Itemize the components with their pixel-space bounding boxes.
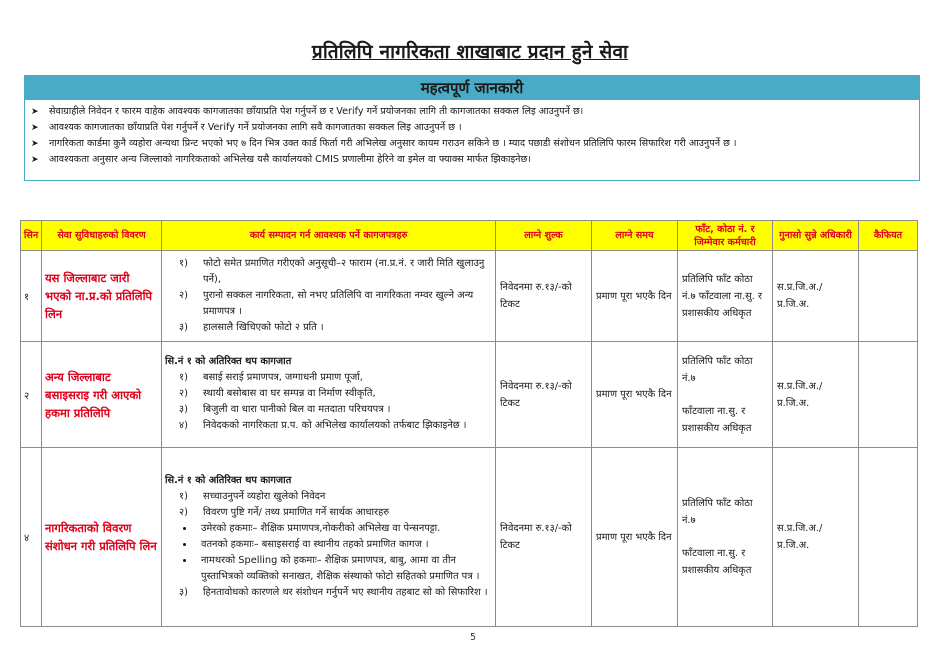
header-fee: लाग्ने शुल्क: [496, 221, 592, 251]
arrow-bullet-icon: ➤: [31, 139, 39, 149]
documents-list: [165, 256, 492, 336]
row-grievance-officer: स.प्र.जि.अ./प्र.जि.अ.: [773, 342, 859, 448]
documents-list: [165, 585, 492, 601]
header-documents: कार्य सम्पादन गर्न आवश्यक पर्ने कागजपत्रहरु: [162, 221, 496, 251]
important-info-box: [24, 75, 920, 181]
evidence-bullet-item: • नामथरको Spelling को हकमाः– शैक्षिक प्रमाणपत्र, बाबु, आमा वा तीन पुस्ताभित्रको व्यक्तिको सनाखत, शैक्षिक संस्थाको फोटो सहितको प्रमाणित पत्र ।: [195, 553, 492, 585]
row-desk: प्रतिलिपि फाँट कोठा नं.७ फाँटवाला ना.सु. र प्रशासकीय अधिकृत: [678, 251, 773, 342]
documents-list: [165, 489, 492, 521]
row-desk: प्रतिलिपि फाँट कोठा नं.७ फाँटवाला ना.सु. र प्रशासकीय अधिकृत: [678, 448, 773, 627]
document-item: १) फोटो समेत प्रमाणित गरीएको अनुसूची–२ फाराम (ना.प्र.नं. र जारी मिति खुलाउनु पर्ने),: [179, 257, 485, 285]
row-documents: [162, 342, 496, 448]
page-number: 5: [470, 632, 477, 643]
header-sn: सिन: [21, 221, 42, 251]
row-time: प्रमाण पूरा भएकै दिन: [592, 448, 678, 627]
row-sn: ४: [21, 448, 42, 627]
row-remarks: [859, 251, 918, 342]
document-item: १) बसाई सराई प्रमाणपत्र, जग्गाधनी प्रमाण पूर्जा,: [179, 372, 363, 383]
row-documents: [162, 251, 496, 342]
info-item: ➤ आवश्यक कागजातका छाँयाप्रति पेश गर्नुपर्ने र Verify गर्ने प्रयोजनका लागि सवै कागजातका सक्कल लिइ आउनुपर्ने छ ।: [31, 120, 919, 136]
info-item: ➤ सेवाग्राहीले निवेदन र फारम वाहेक आवश्यक कागजातका छाँयाप्रति पेश गर्नुपर्ने छ र Verify गर्ने प्रयोजनका लागि ती कागजातका सक्कल लिइ आउनुपर्ने छ।: [31, 104, 919, 120]
row-sn: २: [21, 342, 42, 448]
documents-subheading: सि.नं १ को अतिरिक्त थप कागजात: [165, 356, 292, 367]
row-sn: १: [21, 251, 42, 342]
info-item: ➤ नागरिकता कार्डमा कुनै व्यहोरा अन्यथा प्रिन्ट भएको भए ७ दिन भित्र उक्त कार्ड फिर्ता गरी अभिलेख अनुसार कायम गराउन सकिने छ । म्याद पछाडी संशोधन प्रतिलिपि फारम सिफारिश गरी आउनुपर्ने छ ।: [31, 136, 919, 152]
info-list: [25, 104, 919, 168]
evidence-bullet-list: [165, 521, 492, 585]
header-grievance: गुनासो सुन्ने अधिकारी: [773, 221, 859, 251]
row-time: प्रमाण पूरा भएकै दिन: [592, 251, 678, 342]
document-item: ३) हिनतावोधको कारणले थर संशोधन गर्नुपर्ने भए स्थानीय तहबाट सो को सिफारिश ।: [179, 586, 488, 598]
header-service: सेवा सुविधाहरुको विवरण: [42, 221, 162, 251]
document-item: १) सच्चाउनुपर्ने व्यहोरा खुलेको निवेदन: [179, 490, 326, 502]
arrow-bullet-icon: ➤: [31, 123, 39, 133]
documents-list: [165, 370, 492, 434]
document-item: २) पुरानो सक्कल नागरिकता, सो नभए प्रतिलिपि वा नागरिकता नम्वर खुल्ने अन्य प्रमाणपत्र ।: [179, 289, 474, 317]
row-service-name: अन्य जिल्लाबाट बसाइसराइ गरी आएको हकमा प्रतिलिपि: [42, 342, 162, 448]
services-table: [20, 220, 918, 627]
evidence-bullet-item: • उमेरको हकमाः– शैक्षिक प्रमाणपत्र,नोकरीको अभिलेख वा पेन्सनपट्टा.: [195, 521, 492, 537]
arrow-bullet-icon: ➤: [31, 155, 39, 165]
table-row: [21, 448, 918, 627]
evidence-bullet-item: • वतनको हकमाः– बसाइसराई वा स्थानीय तहको प्रमाणित कागज ।: [195, 537, 492, 553]
row-grievance-officer: स.प्र.जि.अ./प्र.जि.अ.: [773, 251, 859, 342]
page-title: प्रतिलिपि नागरिकता शाखाबाट प्रदान हुने सेवा: [311, 41, 629, 63]
row-remarks: [859, 448, 918, 627]
arrow-bullet-icon: ➤: [31, 107, 39, 117]
row-fee: निवेदनमा रु.१३/-को टिकट: [496, 251, 592, 342]
header-time: लाग्ने समय: [592, 221, 678, 251]
row-desk: प्रतिलिपि फाँट कोठा नं.७ फाँटवाला ना.सु. र प्रशासकीय अधिकृत: [678, 342, 773, 448]
table-row: [21, 251, 918, 342]
row-service-name: नागरिकताको विवरण संशोधन गरी प्रतिलिपि लिन: [42, 448, 162, 627]
documents-subheading: सि.नं १ को अतिरिक्त थप कागजात: [165, 474, 292, 486]
document-item: २) स्थायी बसोबास वा घर सम्पन्न वा निर्माण स्वीकृति,: [179, 388, 376, 399]
row-fee: निवेदनमा रु.१३/-को टिकट: [496, 342, 592, 448]
row-time: प्रमाण पूरा भएकै दिन: [592, 342, 678, 448]
header-remarks: कैफियत: [859, 221, 918, 251]
row-documents: [162, 448, 496, 627]
document-item: ४) निवेदकको नागरिकता प्र.प. को अभिलेख कार्यालयको तर्फबाट झिकाइनेछ ।: [179, 420, 467, 431]
table-row: [21, 342, 918, 448]
row-service-name: यस जिल्लाबाट जारी भएको ना.प्र.को प्रतिलिपि लिन: [42, 251, 162, 342]
table-header-row: [21, 221, 918, 251]
info-item: ➤ आवश्यकता अनुसार अन्य जिल्लाको नागरिकताको अभिलेख यसै कार्यालयको CMIS प्रणालीमा हेरिने वा इमेल वा फ्याक्स मार्फत झिकाइनेछ।: [31, 152, 919, 168]
row-remarks: [859, 342, 918, 448]
row-grievance-officer: स.प्र.जि.अ./प्र.जि.अ.: [773, 448, 859, 627]
header-desk: फाँट, कोठा नं. र जिम्मेवार कर्मचारी: [678, 221, 773, 251]
document-item: ३) बिजुली वा धारा पानीको बिल वा मतदाता परिचयपत्र ।: [179, 404, 391, 415]
row-fee: निवेदनमा रु.१३/-को टिकट: [496, 448, 592, 627]
info-box-heading: महत्वपूर्ण जानकारी: [25, 76, 919, 100]
document-item: ३) हालसालै खिचिएको फोटो २ प्रति ।: [179, 321, 324, 333]
document-item: २) विवरण पुष्टि गर्ने/ तथ्य प्रमाणित गर्ने सार्थक आधारहरु: [179, 506, 390, 518]
